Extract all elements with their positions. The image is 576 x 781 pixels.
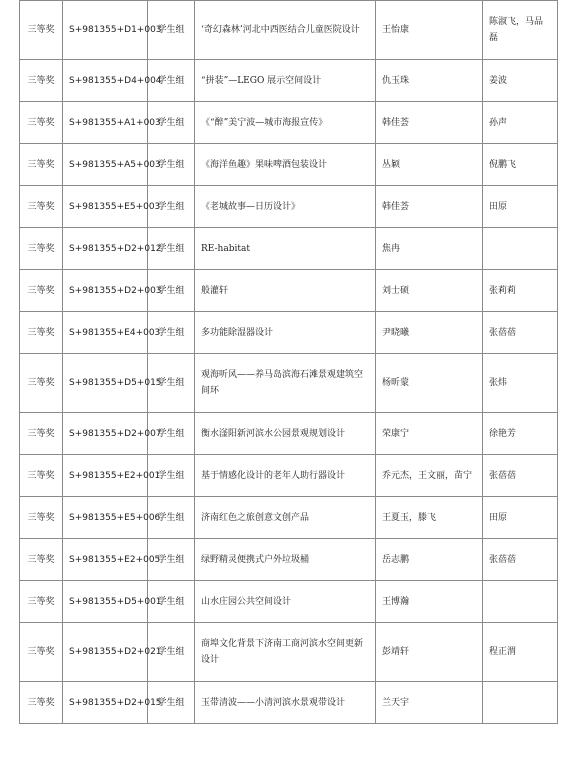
table-row xyxy=(20,413,558,455)
advisor-cell: 张蓓蓓 xyxy=(483,455,558,497)
entry-code-cell: S+981355+D2+012 xyxy=(63,228,148,270)
group-cell: 学生组 xyxy=(148,270,195,312)
work-title-cell: 衡水滏阳新河滨水公园景观规划设计 xyxy=(195,413,376,455)
award-level-cell: 三等奖 xyxy=(20,581,63,623)
award-level-cell: 三等奖 xyxy=(20,497,63,539)
award-level-cell: 三等奖 xyxy=(20,228,63,270)
entry-code-cell: S+981355+D2+007 xyxy=(63,413,148,455)
author-cell: 荣康宁 xyxy=(376,413,483,455)
group-cell: 学生组 xyxy=(148,413,195,455)
entry-code-cell: S+981355+D4+004 xyxy=(63,60,148,102)
work-title-cell: 多功能除湿器设计 xyxy=(195,312,376,354)
entry-code-cell: S+981355+E4+003 xyxy=(63,312,148,354)
group-cell: 学生组 xyxy=(148,186,195,228)
group-cell: 学生组 xyxy=(148,102,195,144)
entry-code-cell: S+981355+D5+001 xyxy=(63,581,148,623)
table-row xyxy=(20,682,558,724)
group-cell: 学生组 xyxy=(148,682,195,724)
entry-code-cell: S+981355+D1+003 xyxy=(63,1,148,60)
table-row xyxy=(20,270,558,312)
author-cell: 乔元杰，王文丽，苗宁 xyxy=(376,455,483,497)
group-cell: 学生组 xyxy=(148,144,195,186)
entry-code-cell: S+981355+D2+021 xyxy=(63,623,148,682)
award-level-cell: 三等奖 xyxy=(20,413,63,455)
entry-code-cell: S+981355+D2+003 xyxy=(63,270,148,312)
table-row xyxy=(20,144,558,186)
table-row xyxy=(20,186,558,228)
work-title-cell: 济南红色之旅创意文创产品 xyxy=(195,497,376,539)
table-row xyxy=(20,539,558,581)
advisor-cell: 张蓓蓓 xyxy=(483,312,558,354)
award-level-cell: 三等奖 xyxy=(20,455,63,497)
work-title-cell: 基于情感化设计的老年人助行器设计 xyxy=(195,455,376,497)
award-level-cell: 三等奖 xyxy=(20,144,63,186)
award-level-cell: 三等奖 xyxy=(20,623,63,682)
advisor-cell: 田原 xyxy=(483,186,558,228)
author-cell: 杨昕蒙 xyxy=(376,354,483,413)
author-cell: 尹晓曦 xyxy=(376,312,483,354)
work-title-cell: RE-habitat xyxy=(195,228,376,270)
advisor-cell: 姜波 xyxy=(483,60,558,102)
author-cell: 韩佳荟 xyxy=(376,186,483,228)
award-level-cell: 三等奖 xyxy=(20,186,63,228)
author-cell: 焦冉 xyxy=(376,228,483,270)
group-cell: 学生组 xyxy=(148,1,195,60)
work-title-cell: “拼装”—LEGO 展示空间设计 xyxy=(195,60,376,102)
entry-code-cell: S+981355+A1+003 xyxy=(63,102,148,144)
work-title-cell: 《海洋鱼趣》果味啤酒包装设计 xyxy=(195,144,376,186)
table-row xyxy=(20,455,558,497)
group-cell: 学生组 xyxy=(148,228,195,270)
advisor-cell: 张莉莉 xyxy=(483,270,558,312)
advisor-cell: 程正渭 xyxy=(483,623,558,682)
author-cell: 王怡康 xyxy=(376,1,483,60)
author-cell: 韩佳荟 xyxy=(376,102,483,144)
award-level-cell: 三等奖 xyxy=(20,539,63,581)
table-row xyxy=(20,312,558,354)
entry-code-cell: S+981355+E2+005 xyxy=(63,539,148,581)
award-level-cell: 三等奖 xyxy=(20,1,63,60)
advisor-cell: 孙声 xyxy=(483,102,558,144)
advisor-cell xyxy=(483,682,558,724)
author-cell: 丛颖 xyxy=(376,144,483,186)
work-title-cell: 玉带清波——小清河滨水景观带设计 xyxy=(195,682,376,724)
award-level-cell: 三等奖 xyxy=(20,60,63,102)
work-title-cell: 般灌轩 xyxy=(195,270,376,312)
awards-table-body xyxy=(20,1,558,724)
work-title-cell: 《“醉”美宁波—城市海报宣传》 xyxy=(195,102,376,144)
advisor-cell: 田原 xyxy=(483,497,558,539)
author-cell: 仇玉珠 xyxy=(376,60,483,102)
table-row xyxy=(20,497,558,539)
work-title-cell: 《老城故事—日历设计》 xyxy=(195,186,376,228)
author-cell: 彭靖轩 xyxy=(376,623,483,682)
work-title-cell: 观海听风——养马岛滨海石滩景观建筑空间环 xyxy=(195,354,376,413)
table-row xyxy=(20,581,558,623)
group-cell: 学生组 xyxy=(148,539,195,581)
table-row xyxy=(20,228,558,270)
advisor-cell: 倪鹏飞 xyxy=(483,144,558,186)
table-row xyxy=(20,1,558,60)
author-cell: 岳志鹏 xyxy=(376,539,483,581)
advisor-cell xyxy=(483,581,558,623)
award-level-cell: 三等奖 xyxy=(20,270,63,312)
group-cell: 学生组 xyxy=(148,497,195,539)
group-cell: 学生组 xyxy=(148,312,195,354)
table-row xyxy=(20,102,558,144)
group-cell: 学生组 xyxy=(148,581,195,623)
work-title-cell: ‘奇幻森林’河北中西医结合儿童医院设计 xyxy=(195,1,376,60)
group-cell: 学生组 xyxy=(148,623,195,682)
author-cell: 兰天宇 xyxy=(376,682,483,724)
group-cell: 学生组 xyxy=(148,455,195,497)
award-level-cell: 三等奖 xyxy=(20,312,63,354)
entry-code-cell: S+981355+D5+015 xyxy=(63,354,148,413)
advisor-cell: 徐艳芳 xyxy=(483,413,558,455)
entry-code-cell: S+981355+A5+003 xyxy=(63,144,148,186)
entry-code-cell: S+981355+E5+006 xyxy=(63,497,148,539)
advisor-cell: 张蓓蓓 xyxy=(483,539,558,581)
advisor-cell xyxy=(483,228,558,270)
advisor-cell: 张炜 xyxy=(483,354,558,413)
advisor-cell: 陈淑飞，马品磊 xyxy=(483,1,558,60)
work-title-cell: 山水庄园公共空间设计 xyxy=(195,581,376,623)
table-row xyxy=(20,354,558,413)
group-cell: 学生组 xyxy=(148,354,195,413)
awards-table xyxy=(19,0,558,724)
entry-code-cell: S+981355+E2+001 xyxy=(63,455,148,497)
work-title-cell: 商埠文化背景下济南工商河滨水空间更新设计 xyxy=(195,623,376,682)
award-level-cell: 三等奖 xyxy=(20,682,63,724)
group-cell: 学生组 xyxy=(148,60,195,102)
table-row xyxy=(20,623,558,682)
award-level-cell: 三等奖 xyxy=(20,354,63,413)
author-cell: 刘士硕 xyxy=(376,270,483,312)
work-title-cell: 绿野精灵便携式户外垃圾桶 xyxy=(195,539,376,581)
entry-code-cell: S+981355+D2+015 xyxy=(63,682,148,724)
award-level-cell: 三等奖 xyxy=(20,102,63,144)
entry-code-cell: S+981355+E5+003 xyxy=(63,186,148,228)
author-cell: 王博瀚 xyxy=(376,581,483,623)
table-row xyxy=(20,60,558,102)
author-cell: 王夏玉，滕飞 xyxy=(376,497,483,539)
